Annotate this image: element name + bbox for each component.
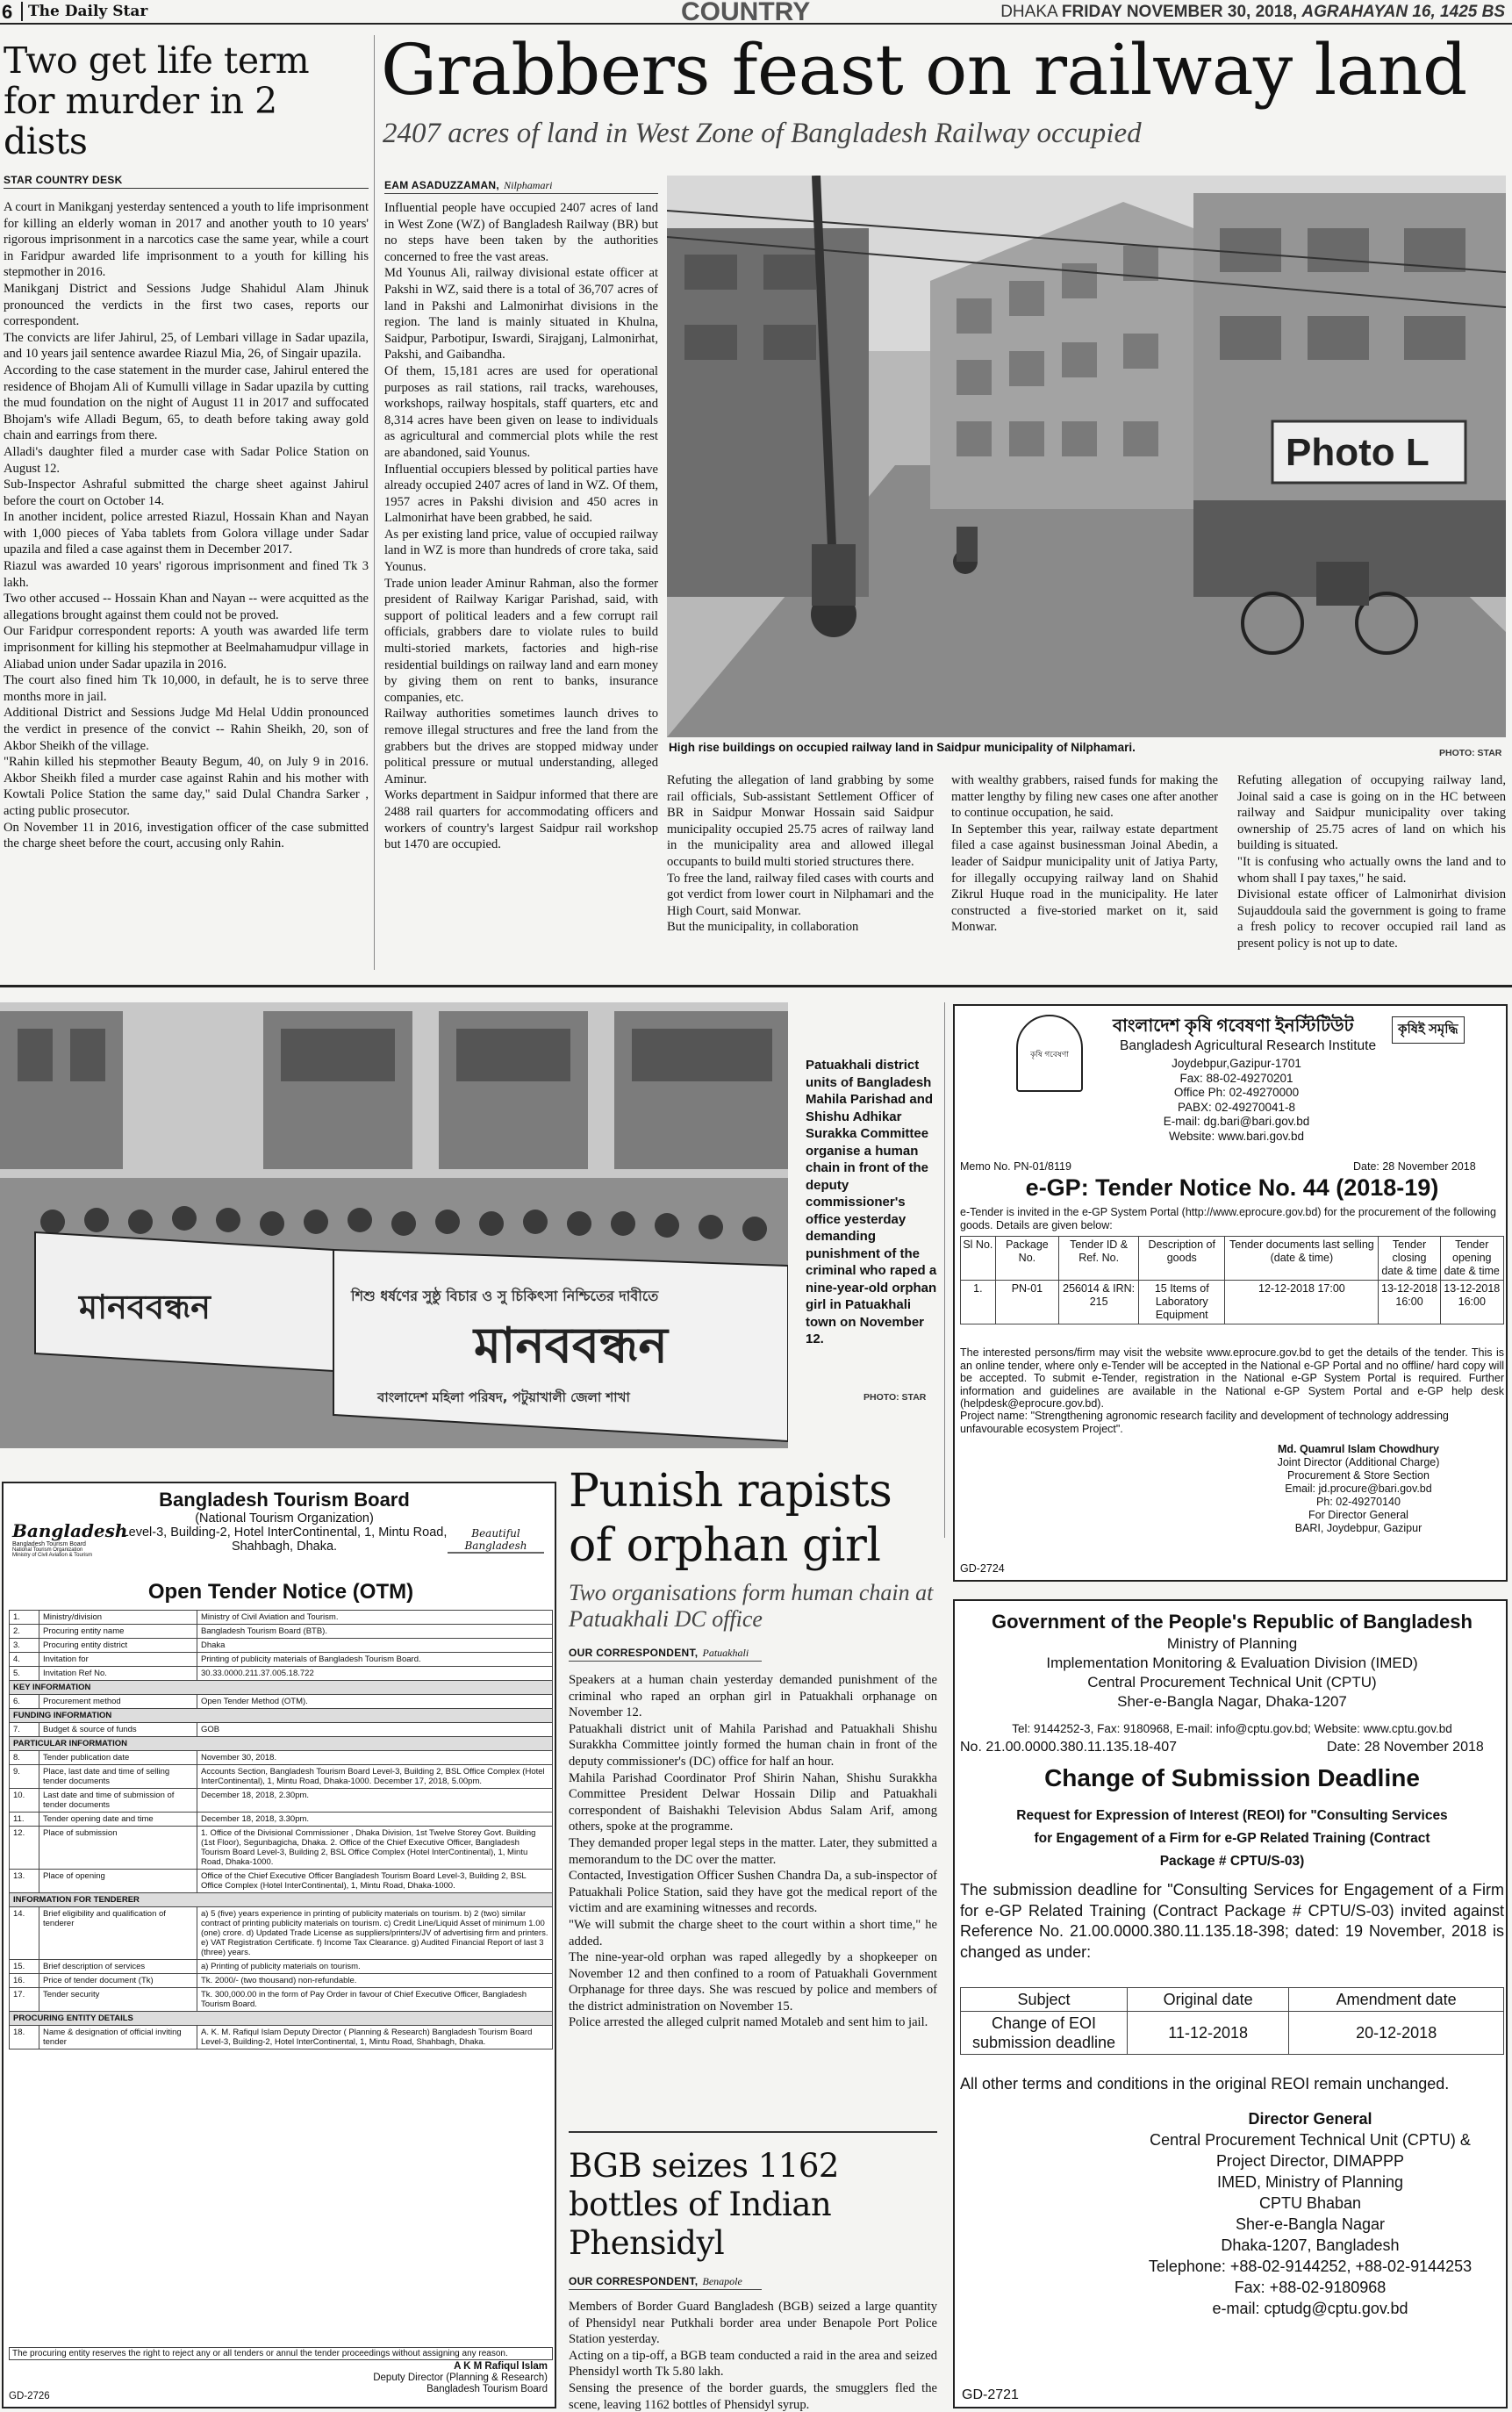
paragraph: Contacted, Investigation Officer Sushen Chandra Da, a sub-inspector of Patuakhali Police Station, said they have got the medical report of the victim and are examining witnesses and records. <box>569 1869 937 1916</box>
tourism-tender-table <box>9 1610 553 2049</box>
table-row: 5. Invitation Ref No. 30.33.0000.211.37.005.18.722 <box>10 1667 553 1681</box>
lead-headline: Grabbers feast on railway land <box>381 29 1467 111</box>
bari-address: Joydebpur,Gazipur-1701 Fax: 88-02-49270201 Office Ph: 02-49270000 PABX: 02-49270041-8 E-mail: dg.bari@bari.gov.bd Website: www.bari.gov.bd <box>1163 1057 1310 1143</box>
cptu-contact: Tel: 9144252-3, Fax: 9180968, E-mail: info@cptu.gov.bd; Website: www.cptu.gov.bd <box>1012 1722 1452 1735</box>
banner-slogan: শিশু ধর্ষণের সুষ্ঠু বিচার ও সু চিকিৎসা নিশ্চিতের দাবীতে <box>351 1288 659 1304</box>
tourism-footer: The procuring entity reserves the right to reject any or all tenders or annul the tender proceedings without assigning any reason. <box>9 2347 553 2360</box>
story-punish: Punish rapists of orphan girl Two organisations form human chain at Patuakhali DC office OUR CORRESPONDENT, Patuakhali Speakers at a human chain yesterday demanded punishment of the criminal who raped an orphan girl in Patuakhali orphanage on November 12. Patuakhali district unit of Mahila Parishad and Patuakhali Shishu Surakkha Committee jointly formed the human chain in front of the deputy commissioner's (DC) office for half an hour. Mahila Parishad Coordinator Prof Shirin Nahan, Shishu Surakkha Committee President Delwar Hossain Dilip and Patuakhali correspondent of Baishakhi Television Abdus Salam Arif, among others, spoke at the programme. They demanded proper legal steps in the matter. Later, they submitted a memorandum to the DC over the matter. Contacted, Investigation Officer Sushen Chandra Da, a sub-inspector of Patuakhali Police Station, said they have got the medical report of the victim and are examining witnesses and records. "We will submit the charge sheet to the court within a short time," he added. The nine-year-old orphan was raped allegedly by a shopkeeper on November 12 and then confined to a room of Patuakhali Government Orphanage for three days. She was rescued by police and members of the district administration on November 15. Police arrested the alleged culprit named Motaleb and sent him to jail. <box>569 1465 937 2030</box>
paper-logo: The Daily Star <box>28 3 148 20</box>
paragraph: A court in Manikganj yesterday sentenced a youth to life imprisonment for killing an elderly woman in 2017 and another youth to 10 years' rigorous imprisonment in a narcotics case the same year, while a court in Faridpur awarded life imprisonment to a youth for killing his stepmother in 2016. <box>4 200 369 280</box>
table-row: PARTICULAR INFORMATION <box>10 1737 553 1751</box>
table-header-row: Sl No. Package No. Tender ID & Ref. No. Description of goods Tender documents last selling (date & time) Tender closing date & time Tender opening date & time <box>961 1237 1504 1281</box>
cptu-title: Change of Submission Deadline <box>1044 1764 1420 1791</box>
lead-byline: EAM ASADUZZAMAN, Nilphamari <box>384 176 658 194</box>
paragraph: In another incident, police arrested Riazul, Hossain Khan and Nayan with 1,000 pieces of Yaba tablets from Golora village under Sadar upazila and filed a case against them in December 2017. <box>4 510 369 557</box>
paragraph: Members of Border Guard Bangladesh (BGB) seized a large quantity of Phensidyl near Putkhali border area under Benapole Port Police Station yesterday. <box>569 2300 937 2347</box>
paragraph: "It is confusing who actually owns the land and to whom shall I pay taxes," he said. <box>1237 854 1506 886</box>
story-lifeterm <box>4 40 369 852</box>
cptu-ref: No. 21.00.0000.380.11.135.18-407 <box>960 1740 1178 1755</box>
paragraph: Influential people have occupied 2407 acres of land in West Zone (WZ) of Bangladesh Railway (BR) but no steps have been taken by the authorities concerned to free the vast areas. <box>384 201 658 264</box>
table-row: FUNDING INFORMATION <box>10 1709 553 1723</box>
paragraph: Additional District and Sessions Judge Md Helal Uddin pronounced the verdict in presence of the convict -- Rahin Sheikh, 20, son of Akbor Sheikh of the village. <box>4 706 369 753</box>
story-body <box>569 1672 937 2031</box>
ad-cptu-deadline <box>953 1599 1508 2408</box>
table-row: 1. PN-01 256014 & IRN: 215 15 Items of Laboratory Equipment 12-12-2018 17:00 13-12-2018 16:00 13-12-2018 16:00 <box>961 1281 1504 1324</box>
paragraph: Patuakhali district unit of Mahila Parishad and Patuakhali Shishu Surakkha Committee jointly formed the human chain in front of the deputy commissioner's (DC) office for half an hour. <box>569 1721 937 1769</box>
table-row: 11. Tender opening date and time December 18, 2018, 3.30pm. <box>10 1813 553 1827</box>
paragraph: Md Younus Ali, railway divisional estate officer at Pakshi in WZ, said there is a total of 36,707 acres of land in Pakshi and Lalmonirhat divisions in the region. The land is mainly situated in Khulna, Saidpur, Parbotipur, Iswardi, Sirajganj, Lalmonirhat, Pakshi, and Gaibandha. <box>384 266 658 363</box>
table-row: 12. Place of submission 1. Office of the Divisional Commissioner , Dhaka Division, 1st Twelve Storey Govt. Building (1st Floor), Segunbagicha, Dhaka. 2. Office of the Chief Executive Officer, Bangladesh Tourism Board Level-3, Building 2, BSL Office Complex (Hotel InterContinental), 1, Mintu Road, Dhaka-1000. <box>10 1827 553 1870</box>
ad-tourism-tender <box>2 1482 556 2408</box>
human-chain-credit: PHOTO: STAR <box>863 1392 927 1403</box>
table-row: 6. Procurement method Open Tender Method (OTM). <box>10 1695 553 1709</box>
paragraph: Speakers at a human chain yesterday demanded punishment of the criminal who raped an orphan girl in Patuakhali orphanage on November 12. <box>569 1673 937 1720</box>
cptu-request: Request for Expression of Interest (REOI) for "Consulting Services for Engagement of a Firm for e-GP Related Training (Contract Package # CPTU/S-03) <box>1016 1808 1448 1869</box>
paragraph: "Rahin killed his stepmother Beauty Begum, 40, on July 9 in 2016. Akbor Sheikh filed a murder case against Rahin and his mother with Kowtali Police Station the same day," said Dulal Chandra Sarker , acting public prosecutor. <box>4 755 369 818</box>
lead-column-4 <box>1237 772 1506 952</box>
paragraph: Sensing the presence of the border guards, the smugglers fled the scene, leaving 1162 bottles of Phensidyl syrup. <box>569 2380 937 2412</box>
paragraph: But the municipality, in collaboration <box>667 920 859 935</box>
lead-column-2 <box>667 772 934 936</box>
story-body <box>4 199 369 852</box>
table-row: 3. Procuring entity district Dhaka <box>10 1639 553 1653</box>
paragraph: Refuting allegation of occupying railway land, Joinal said a case is going on in the HC between railway and Saidpur municipality over taking ownership of 25.75 acres of land on which his building is situated. <box>1237 773 1506 853</box>
table-row: Change of EOI submission deadline 11-12-2018 20-12-2018 <box>961 2012 1504 2055</box>
table-row: 17. Tender security Tk. 300,000.00 in the form of Pay Order in favour of Chief Executive Officer, Bangladesh Tourism Board. <box>10 1988 553 2012</box>
paragraph: "We will submit the charge sheet to the court within a short time," he added. <box>569 1917 937 1949</box>
paragraph: In September this year, railway estate department filed a case against businessman Joinal Abedin, a leader of Saidpur municipality unit of Jatiya Party, for illegally occupying railway land on Shahid Zikrul Huque road in the municipality. He later constructed a five-storied market on it, said Monwar. <box>951 822 1218 935</box>
table-row: 2. Procuring entity name Bangladesh Tourism Board (BTB). <box>10 1625 553 1639</box>
table-row: PROCURING ENTITY DETAILS <box>10 2012 553 2026</box>
bari-date: Date: 28 November 2018 <box>1353 1160 1476 1173</box>
table-row: KEY INFORMATION <box>10 1681 553 1695</box>
paragraph: Two other accused -- Hossain Khan and Nayan -- were acquitted as the allegations brought against them could not be proved. <box>4 592 369 622</box>
byline: OUR CORRESPONDENT, <box>569 2275 699 2287</box>
table-row: 16. Price of tender document (Tk) Tk. 2000/- (two thousand) non-refundable. <box>10 1974 553 1988</box>
cptu-signature: Director General Central Procurement Technical Unit (CPTU) & Project Director, DIMAPPP IMED, Ministry of Planning CPTU Bhaban Sher-e-Bangla Nagar Dhaka-1207, Bangladesh Telephone: +88-02-9144252, +88-02-9144253 Fax: +88-02-9180968 e-mail: cptudg@cptu.gov.bd <box>1148 2110 1473 2317</box>
table-row: 7. Budget & source of funds GOB <box>10 1723 553 1737</box>
paragraph: On November 11 in 2016, investigation officer of the case submitted the charge sheet before the court, accusing only Rahin. <box>4 820 369 851</box>
tourism-signature: A K M Rafiqul Islam Deputy Director (Planning & Research) Bangladesh Tourism Board <box>373 2361 548 2394</box>
bari-memo: Memo No. PN-01/8119 <box>960 1160 1071 1173</box>
paragraph: Riazul was awarded 10 years' rigorous imprisonment and fined Tk 3 lakh. <box>4 559 369 590</box>
photo-caption: High rise buildings on occupied railway land in Saidpur municipality of Nilphamari. <box>669 741 1136 754</box>
bari-intro: e-Tender is invited in the e-GP System Portal (http://www.eprocure.gov.bd) for the procurement of the following goods. Details are given below: <box>960 1206 1496 1231</box>
bari-tender-table <box>960 1236 1504 1324</box>
table-row: 4. Invitation for Printing of publicity materials of Bangladesh Tourism Board. <box>10 1653 553 1667</box>
ad-bari-tender <box>953 1004 1508 1582</box>
paragraph: The nine-year-old orphan was raped allegedly by a shopkeeper on November 12 and then confined to a room of Patuakhali Government Orphanage for three days. She was rescued by police and members of the district administration on November 15. <box>569 1950 937 2014</box>
paragraph: with wealthy grabbers, raised funds for making the matter lengthy by filing new cases one after another to continue occupation, he said. <box>951 773 1218 821</box>
cptu-date: Date: 28 November 2018 <box>1327 1740 1484 1755</box>
table-row: 15. Brief description of services a) Printing of publicity materials on tourism. <box>10 1960 553 1974</box>
shop-sign: Photo L <box>1286 431 1430 474</box>
paragraph: Sub-Inspector Ashraful submitted the charge sheet against Jahirul before the court on October 14. <box>4 477 369 508</box>
cptu-deadline-table <box>960 1987 1504 2055</box>
human-chain-photo <box>0 1002 788 1448</box>
cptu-header: Government of the People's Republic of Bangladesh Ministry of Planning Implementation Monitoring & Evaluation Division (IMED) Central Procurement Technical Unit (CPTU) Sher-e-Bangla Nagar, Dhaka-1207 <box>992 1611 1473 1710</box>
banner-left-text: মানববন্ধন <box>79 1288 211 1326</box>
paragraph: Trade union leader Aminur Rahman, also the former president of Railway Karigar Parishad, said, with support of political leaders and a few corrupt rail officials, grabbers dare to violate rules to build multi-storied markets, factories and high-rise residential buildings on railway land and earn money by giving them on rent to banks, insurance companies, etc. <box>384 576 658 705</box>
banner-main-text: মানববন্ধন <box>474 1317 668 1375</box>
bari-gd: GD-2724 <box>960 1562 1005 1575</box>
table-row: 8. Tender publication date November 30, 2018. <box>10 1751 553 1765</box>
byline: STAR COUNTRY DESK <box>4 174 369 189</box>
tourism-header: Bangladesh Tourism Board (National Tourism Organization) Level-3, Building-2, Hotel InterContinental, 1, Mintu Road, Shahbagh, Dhaka. <box>121 1489 448 1554</box>
paragraph: The convicts are lifer Jahirul, 25, of Lembari village in Sadar upazila, and 10 years jail sentence awardee Riazul Mia, 26, of Singair upazila. <box>4 330 369 362</box>
table-row: 14. Brief eligibility and qualification of tenderer a) 5 (five) years experience in printing of publicity materials on tourism. b) 2 (two) similar contract of printing publicity materials on tourism. c) Credit Line/Liquid Asset of minimum 1.00 (one) crore. d) Updated Trade License as suppliers/printers/JV of advertising firm and printers. e) VAT Registration Certificate. f) Income Tax Clearance. g) Audited Financial Report of last 3 (three) years. <box>10 1907 553 1960</box>
dateline: DHAKA FRIDAY NOVEMBER 30, 2018, AGRAHAYAN 16, 1425 BS <box>1000 3 1505 21</box>
paragraph: Alladi's daughter filed a murder case with Sadar Police Station on August 12. <box>4 444 369 476</box>
banner-org: বাংলাদেশ মহিলা পরিষদ, পটুয়াখালী জেলা শাখা <box>377 1389 630 1405</box>
street-scene-illustration <box>667 176 1506 737</box>
human-chain-caption: Patuakhali district units of Bangladesh Mahila Parishad and Shishu Adhikar Surakka Committee organise a human chain in front of the deputy commissioner's office yesterday demanding punishment of the criminal who raped a nine-year-old orphan girl in Patuakhali town on November 12. <box>806 1058 937 1346</box>
bari-project: Project name: "Strengthening agronomic research facility and development of technology addressing unfavourable ecosystem Project". <box>960 1410 1449 1435</box>
table-row: 13. Place of opening Office of the Chief Executive Officer Bangladesh Tourism Board Level-3, Building 2, BSL Office Complex (Hotel InterContinental), 1, Mintu Road, Dhaka-1000. <box>10 1870 553 1893</box>
subhead: Two organisations form human chain at Patuakhali DC office <box>569 1580 934 1632</box>
table-row: 10. Last date and time of submission of tender documents December 18, 2018, 2.30pm. <box>10 1789 553 1813</box>
bari-bn-tag: কৃষিই সমৃদ্ধি <box>1392 1016 1465 1044</box>
paragraph: Influential occupiers blessed by political parties have already occupied 2407 acres of land in WZ. Of them, 1957 acres in Pakshi division and 450 acres in Lalmonirhat have been grabbed, he said. <box>384 462 658 526</box>
bari-name: Bangladesh Agricultural Research Institute <box>1120 1038 1377 1053</box>
story-bgb: BGB seizes 1162 bottles of Indian Phensidyl OUR CORRESPONDENT, Benapole Members of Border Guard Bangladesh (BGB) seized a large quantity of Phensidyl near Putkhali border area under Benapole Port Police Station yesterday. Acting on a tip-off, a BGB team conducted a raid in the area and seized Phensidyl worth Tk 5.80 lakh. Sensing the presence of the border guards, the smugglers fled the scene, leaving 1162 bottles of Phensidyl syrup. <box>569 2147 937 2412</box>
tourism-logo-right: Beautiful Bangladesh <box>448 1527 544 1554</box>
paragraph: Of them, 15,181 acres are used for operational purposes as rail stations, rail tracks, warehouses, workshops, railway hospitals, staff quarters, etc and 8,314 acres have been given on lease to individuals as agricultural and commercial plots while the rest are abandoned, said Younus. <box>384 363 658 460</box>
bari-bn-title: বাংলাদেশ কৃষি গবেষণা ইনস্টিটিউট <box>1113 1016 1354 1036</box>
table-row: 1. Ministry/division Ministry of Civil Aviation and Tourism. <box>10 1611 553 1625</box>
cptu-body: The submission deadline for "Consulting Services for Engagement of a Firm for e-GP Related Training (Contract Package # CPTU/S-03) invited against Reference No. 21.00.0000.380.11.135.18-398; dated: 19 November, 2018 is changed as under: <box>960 1881 1504 1961</box>
paragraph: Refuting the allegation of land grabbing by some rail officials, Sub-assistant Settlement Officer of BR in Saidpur Monwar Hossain said Saidpur municipality occupied 25.75 acres of railway land in the municipality area and allowed illegal occupants to build multi storied structures there. <box>667 773 934 869</box>
tourism-notice-title: Open Tender Notice (OTM) <box>147 1580 414 1604</box>
street-photo <box>667 176 1506 737</box>
story-body <box>569 2299 937 2412</box>
paragraph: Our Faridpur correspondent reports: A youth was awarded life term imprisonment for killing his stepmother at Beelmahamudpur village in Aliabad union under Sadar upazila in 2016. <box>4 624 369 671</box>
human-chain-illustration <box>0 1002 788 1448</box>
tourism-logo: Bangladesh Bangladesh Tourism Board National Tourism Organization Ministry of Civil Aviation & Tourism <box>12 1520 128 1558</box>
paragraph: Railway authorities sometimes launch drives to remove illegal structures and free the land from the grabbers but the drives are stopped midway under political pressure or mutual understanding, alleged Aminur. <box>384 707 658 786</box>
headline: BGB seizes 1162 bottles of Indian Phensidyl <box>569 2147 839 2262</box>
table-row: INFORMATION FOR TENDERER <box>10 1893 553 1907</box>
tourism-gd: GD-2726 <box>9 2391 50 2401</box>
paragraph: As per existing land price, value of occupied railway land in WZ is more than hundreds of crore taka, said Younus. <box>384 527 658 575</box>
headline: Two get life term for murder in 2 dists <box>4 39 310 162</box>
bari-logo: কৃষি গবেষণা <box>1016 1015 1083 1092</box>
paragraph: Divisional estate officer of Lalmonirhat division Sujauddoula said the government is going to frame a fresh policy to recover occupied rail land as present policy is not up to date. <box>1237 887 1506 951</box>
paragraph: To free the land, railway filed cases with courts and got verdict from lower court in Nilphamari and the High Court, said Monwar. <box>667 871 934 918</box>
headline: Punish rapists of orphan girl <box>569 1465 892 1572</box>
paragraph: The court also fined him Tk 10,000, in default, he is to serve three months more in jail. <box>4 673 369 704</box>
paragraph: They demanded proper legal steps in the matter. Later, they submitted a memorandum to the DC over the matter. <box>569 1835 937 1867</box>
cptu-footer: All other terms and conditions in the original REOI remain unchanged. <box>960 2075 1450 2093</box>
paragraph: Manikganj District and Sessions Judge Shahidul Alam Jhinuk pronounced the verdicts in the first two cases, reports our correspondent. <box>4 281 369 329</box>
paragraph: Works department in Saidpur informed that there are 2488 rail quarters for accommodating officers and workers of country's largest Saidpur rail workshop but 1470 are occupied. <box>384 788 658 852</box>
bari-tender-title: e-GP: Tender Notice No. 44 (2018-19) <box>1025 1174 1439 1201</box>
masthead <box>0 0 1512 25</box>
bari-signature: Md. Quamrul Islam Chowdhury Joint Director (Additional Charge) Procurement & Store Section Email: jd.procure@bari.gov.bd Ph: 02-49270140 For Director General BARI, Joydebpur, Gazipur <box>1277 1443 1440 1534</box>
paragraph: Police arrested the alleged culprit named Motaleb and sent him to jail. <box>569 2015 928 2030</box>
lead-subhead: 2407 acres of land in West Zone of Bangladesh Railway occupied <box>383 118 1142 149</box>
section-title: COUNTRY <box>681 0 811 26</box>
lead-column-3 <box>951 772 1218 936</box>
bari-notes: The interested persons/firm may visit the website www.eprocure.gov.bd to get the details of the tender. This is an online tender, where only e-Tender will be accepted in the National e-GP Portal and no offline/ hard copy will be accepted. To submit e-Tender, registration in the National e-GP System Portal is required. Further information and guidelines are available in the National e-GP System Portal and e-GP help desk (helpdesk@eprocure.gov.bd). <box>960 1346 1504 1410</box>
page-number: 6 <box>2 1 13 23</box>
paragraph: Acting on a tip-off, a BGB team conducted a raid in the area and seized Phensidyl worth Tk 5.80 lakh. <box>569 2348 937 2380</box>
paragraph: According to the case statement in the murder case, Jahirul entered the residence of Bhojam Ali of Kumulli village in Sadar upazila by cutting the mud foundation on the night of August 11 in 2017 and suffocated Bhojam's wife Alladi Begum, 65, to death before taking away gold chain and earrings from there. <box>4 363 369 443</box>
byline: OUR CORRESPONDENT, <box>569 1647 699 1659</box>
cptu-gd: GD-2721 <box>962 2387 1019 2402</box>
table-row: 9. Place, last date and time of selling tender documents Accounts Section, Bangladesh Tourism Board Level-3, Building 2, BSL Office Complex (Hotel InterContinental), 1, Mintu Road, Dhaka-1000. December 17, 2018, 5.00pm. <box>10 1765 553 1789</box>
table-row: 18. Name & designation of official inviting tender A. K. M. Rafiqul Islam Deputy Director ( Planning & Research) Bangladesh Tourism Board Level-3, Building-2, Hotel InterContinental, 1, Mintu Road, Shahbagh, Dhaka. <box>10 2026 553 2049</box>
photo-credit: PHOTO: STAR <box>1439 748 1502 758</box>
paragraph: Mahila Parishad Coordinator Prof Shirin Nahan, Shishu Surakkha Committee President Delwar Hossain Dilip and Patuakhali correspondent of Baishakhi Television Abdus Salam Arif, among others, spoke at the programme. <box>569 1770 937 1834</box>
table-header-row: Subject Original date Amendment date <box>961 1988 1504 2012</box>
lead-column-1 <box>384 200 658 853</box>
